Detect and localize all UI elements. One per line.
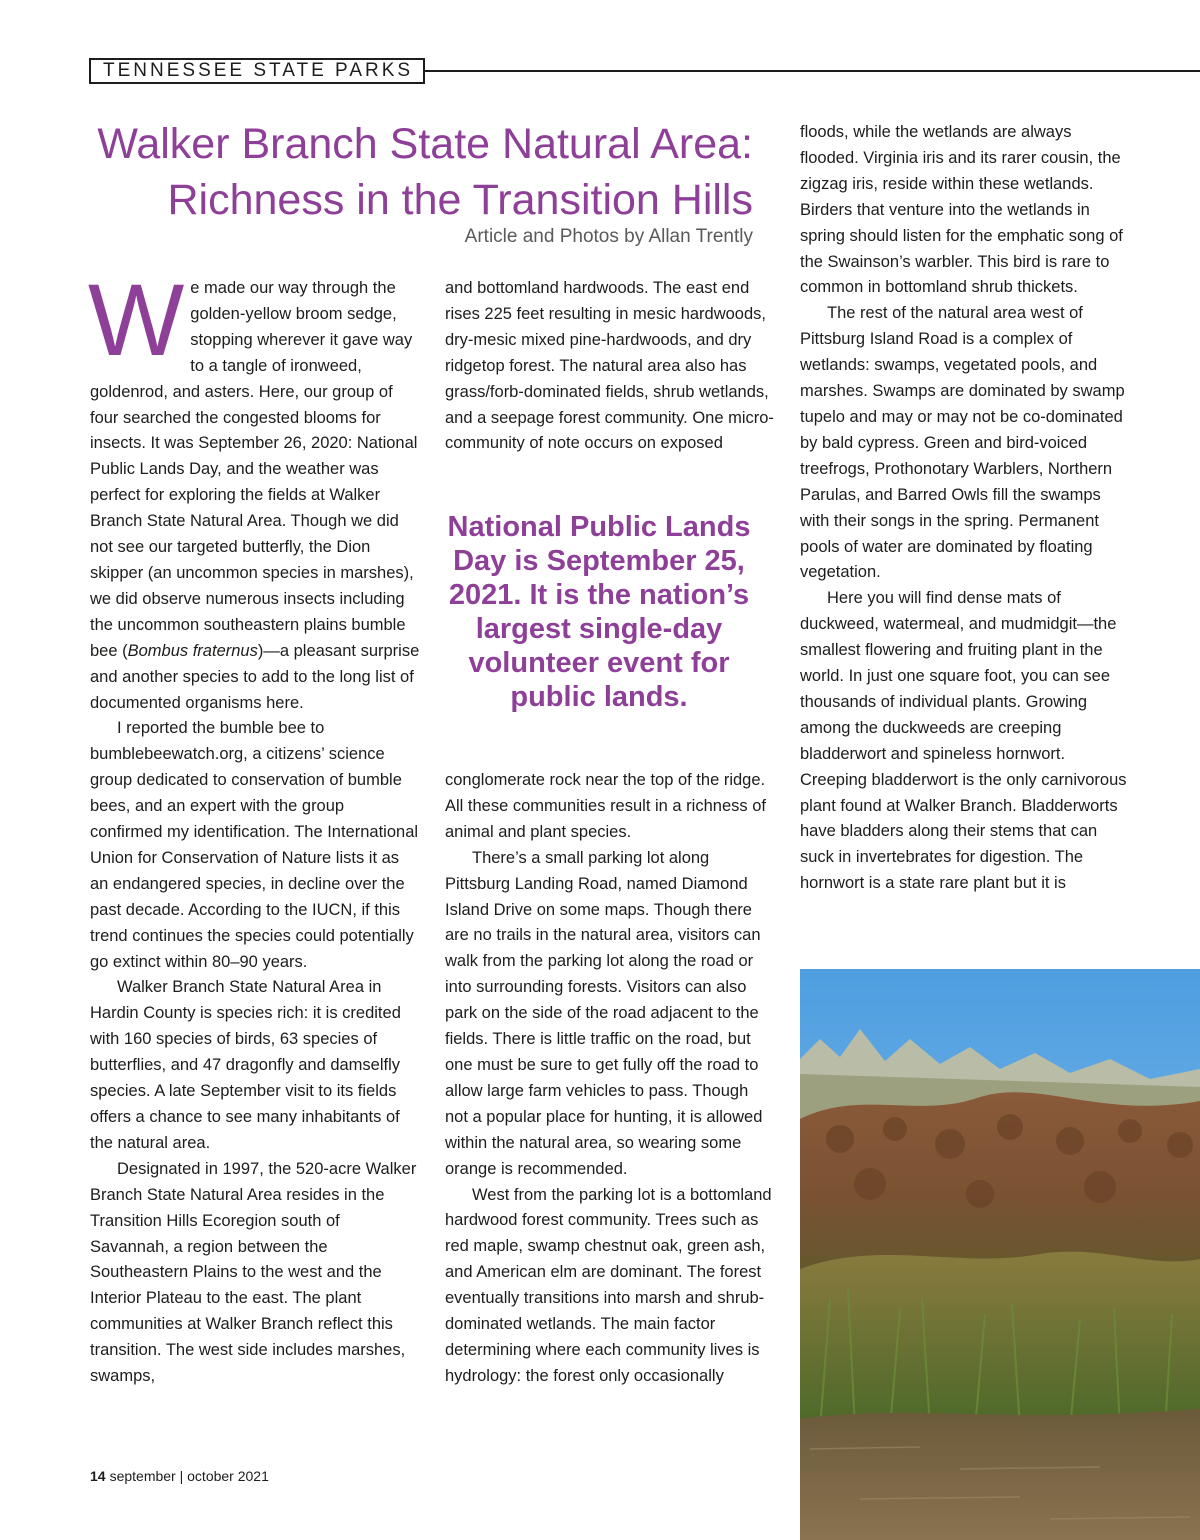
paragraph-1-text: e made our way through the golden-yellow broom sedge, stopping wherever it gave way to a tangle of ironweed, goldenrod, and asters. Here, our group of four searched the congested blooms for insects. It was September 26, 2020: National Public Lands Day, and the weather was perfect for exploring the fields at Walker Branch State Natural Area. Though we did not see our targeted butterfly, the Dion skipper (an uncommon species in marshes), we did observe numerous insects including the uncommon southeastern plains bumble bee ( (90, 279, 418, 660)
species-name: Bombus fraternus (127, 641, 258, 660)
title-line-2: Richness in the Transition Hills (167, 176, 753, 224)
paragraph-6: West from the parking lot is a bottomland hardwood forest community. Trees such as red maple, swamp chestnut oak, green ash, and American elm are dominant. The forest eventually transitions into marsh and shrub-dominated wetlands. The main factor determining where each community lives is hydrology: the forest only occasionally (445, 1185, 772, 1385)
drop-cap: W (88, 263, 185, 377)
column-1 (88, 263, 420, 1390)
paragraph-3: Walker Branch State Natural Area in Hardin County is species rich: it is credited with 160 species of birds, 63 species of butterflies, and 47 dragonfly and damselfly species. A late September visit to its fields offers a chance to see many inhabitants of the natural area. (90, 978, 401, 1152)
wetland-photo (800, 969, 1200, 1540)
column-3 (800, 120, 1130, 897)
pull-quote: National Public Lands Day is September 25, 2021. It is the nation’s largest single-day volunteer event for public lands. (447, 511, 751, 713)
header-rule (416, 70, 1200, 72)
page-footer (90, 1466, 269, 1486)
paragraph-5: There’s a small parking lot along Pittsburg Landing Road, named Diamond Island Drive on some maps. Though there are no trails in the natural area, visitors can walk from the parking lot along the road or into surrounding forests. Visitors can also park on the side of the road adjacent to the fields. There is little traffic on the road, but one must be sure to get fully off the road to allow large farm vehicles to pass. Though not a popular place for hunting, it is allowed within the natural area, so wearing some orange is recommended. (445, 848, 763, 1178)
column-2-top (445, 276, 775, 457)
byline: Article and Photos by Allan Trently (464, 226, 753, 247)
paragraph-4-end: conglomerate rock near the top of the ridge. All these communities result in a richness of animal and plant species. (445, 771, 766, 841)
paragraph-4: Designated in 1997, the 520-acre Walker Branch State Natural Area resides in the Transition Hills Ecoregion south of Savannah, a region between the Southeastern Plains to the west and the Interior Plateau to the east. The plant communities at Walker Branch reflect this transition. The west side includes marshes, swamps, (90, 1159, 417, 1386)
column-2-bottom (445, 768, 775, 1390)
paragraph-6-continued: floods, while the wetlands are always flooded. Virginia iris and its rarer cousin, the zigzag iris, reside within these wetlands. Birders that venture into the wetlands in spring should listen for the emphatic song of the Swainson’s warbler. This bird is rare to common in bottomland shrub thickets. (800, 123, 1123, 297)
paragraph-1 (88, 263, 420, 716)
paragraph-8: Here you will find dense mats of duckweed, watermeal, and mudmidgit—the smallest flowering and fruiting plant in the world. In just one square foot, you can see thousands of individual plants. Growing among the duckweeds are creeping bladderwort and spineless hornwort. Creeping bladderwort is the only carnivorous plant found at Walker Branch. Bladderworts have bladders along their stems that can suck in invertebrates for digestion. The hornwort is a state rare plant but it is (800, 589, 1127, 893)
title-line-1: Walker Branch State Natural Area: (97, 120, 753, 168)
paragraph-7: The rest of the natural area west of Pittsburg Island Road is a complex of wetlands: swamps, vegetated pools, and marshes. Swamps are dominated by swamp tupelo and may or may not be co-dominated by bald cypress. Green and bird-voiced treefrogs, Prothonotary Warblers, Northern Parulas, and Barred Owls fill the swamps with their songs in the spring. Permanent pools of water are dominated by floating vegetation. (800, 304, 1125, 582)
paragraph-2: I reported the bumble bee to bumblebeewatch.org, a citizens’ science group dedicated to conservation of bumble bees, and an expert with the group confirmed my identification. The International Union for Conservation of Nature lists it as an endangered species, in decline over the past decade. According to the IUCN, if this trend continues the species could potentially go extinct within 80–90 years. (90, 719, 419, 971)
paragraph-1-end: )—a pleasant surprise and another species to add to the long list of documented organisms here. (90, 641, 420, 712)
page-number: 14 (90, 1468, 106, 1484)
section-label: TENNESSEE STATE PARKS (89, 58, 425, 84)
issue-date: september | october 2021 (109, 1468, 269, 1484)
paragraph-4-continued: and bottomland hardwoods. The east end rises 225 feet resulting in mesic hardwoods, dry-mesic mixed pine-hardwoods, and dry ridgetop forest. The natural area also has grass/forb-dominated fields, shrub wetlands, and a seepage forest community. One micro-community of note occurs on exposed (445, 279, 774, 453)
article-title (60, 116, 753, 228)
